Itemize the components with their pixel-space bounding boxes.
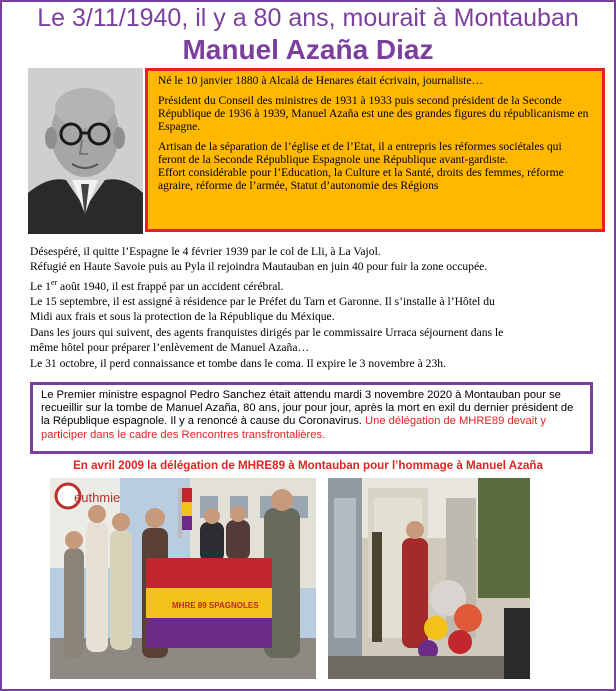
narrative-line: Dans les jours qui suivent, des agents franquistes dirigés par le commissaire Urraca séjournent dans le [30,325,504,339]
portrait-photo [28,68,143,234]
bio-paragraph-separation: Artisan de la séparation de l’église et de l’Etat, il a entrepris les réformes sociétales qui feront de la Seconde République Espagnole une République avant-gardiste. [158,140,562,166]
storefront-sign-text: euthmie [74,490,121,505]
bio-paragraph-birth: Né le 10 janvier 1880 à Alcalá de Henares était écrivain, journaliste… [158,74,484,87]
narrative-line [30,275,605,294]
portrait-illustration [28,68,143,234]
narrative-line: Le 31 octobre, il perd connaissance et tombe dans le coma. Il expire le 3 novembre à 23h. [30,356,446,370]
narrative-line: Désespéré, il quitte l’Espagne le 4 février 1939 par le col de Lli, à La Vajol. [30,245,381,258]
flag-text: MHRE 89 SPAGNOLES [172,601,259,610]
tomb-photo-illustration [328,478,530,679]
group-photo-illustration [50,478,316,679]
page-title-name: Manuel Azaña Diaz [182,34,434,65]
narrative-text [30,244,605,371]
notice-red-text: Une délégation de MHRE89 devait y participer dans le cadre des Rencontres transfrontalières. [41,415,547,441]
narrative-text-part: août 1940, il est frappé par un accident cérébral. [57,279,284,293]
delegation-group-photo [50,478,316,679]
photo-caption: En avril 2009 la délégation de MHRE89 à Montauban pour l’hommage à Manuel Azaña [73,459,543,472]
narrative-line: Midi aux frais et sous la protection de la République du Méxique. [30,310,335,324]
notice-text: Le Premier ministre espagnol Pedro Sanchez était attendu mardi 3 novembre 2020 à Montauban pour se recueillir sur la tombe de Manuel Azaña, 80 ans, jour pour jour, après la mort en exil du dernier président de la République espagnole. Il y a renoncé à cause du Coronavirus. [41,389,574,428]
narrative-text-part: Le 1 [30,279,51,293]
narrative-line: Le 15 septembre, il est assigné à résidence par le Préfet du Tarn et Garonne. Il s’installe à l’Hôtel du [30,295,495,309]
tomb-ceremony-photo [328,478,530,679]
narrative-line: même hôtel pour préparer l’enlèvement de Manuel Azaña… [30,341,310,355]
narrative-line: Réfugié en Haute Savoie puis au Pyla il rejoindra Mautauban en juin 40 pour fuir la zone occupée. [30,260,488,274]
page-title-date: Le 3/11/1940, il y a 80 ans, mourait à Montauban [37,4,579,32]
biography-box [145,68,605,232]
ordinal-superscript: er [50,277,58,287]
notice-box [30,382,593,454]
bio-paragraph-reforms: Effort considérable pour l’Education, la Culture et la Santé, droits des femmes, réforme agraire, réforme de l’armée, Statut d’autonomie des Régions [158,166,564,192]
bio-paragraph-presidency: Président du Conseil des ministres de 1931 à 1933 puis second président de la Seconde République de 1936 à 1939, Manuel Azaña est une des grandes figures du républicanisme en Espagne. [158,94,589,133]
